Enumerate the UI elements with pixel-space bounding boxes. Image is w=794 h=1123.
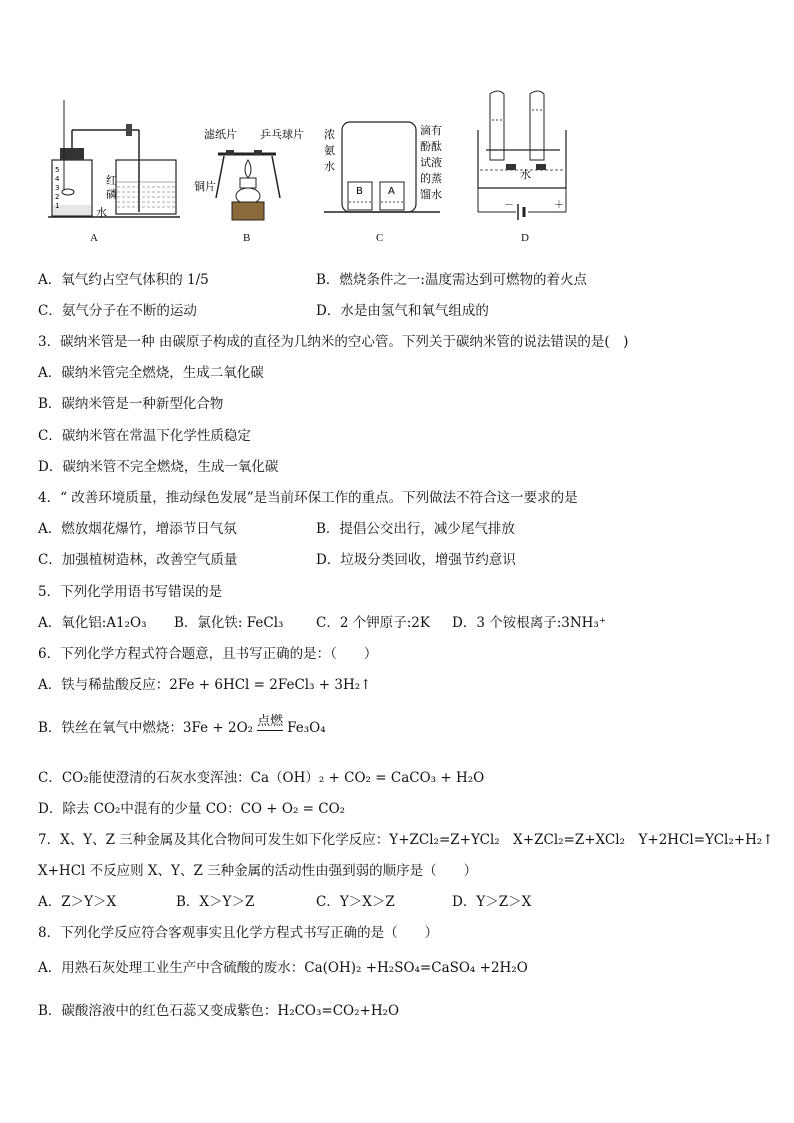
q6-option-d: D．除去 CO₂中混有的少量 CO：CO + O₂ = CO₂ (38, 801, 346, 817)
scale-1: 1 (55, 202, 60, 210)
figure-b-drawing (190, 90, 320, 230)
q5-option-b: B．氯化铁: FeCl₃ (174, 615, 284, 631)
q7-option-b: B．X＞Y＞Z (176, 894, 255, 910)
label-right-5: 馏水 (420, 188, 442, 201)
scale-3: 3 (55, 184, 60, 192)
battery-plus-label: ＋ (554, 200, 564, 211)
q4-option-d: D．垃圾分类回收，增强节约意识 (316, 552, 516, 568)
q8-option-b: B．碳酸溶液中的红色石蕊又变成紫色：H₂CO₃=CO₂+H₂O (38, 1003, 400, 1019)
q4-option-b: B．提倡公交出行，减少尾气排放 (316, 521, 515, 537)
q7-option-a: A．Z＞Y＞X (38, 894, 117, 910)
figure-d (470, 90, 580, 230)
q4-stem: 4．“ 改善环境质量，推动绿色发展”是当前环保工作的重点。下列做法不符合这一要求的是 (38, 490, 578, 506)
battery-minus-label: － (504, 200, 514, 211)
q6-b-right: Fe₃O₄ (287, 720, 326, 736)
label-copper: 铜片 (194, 180, 216, 193)
q6-option-c: C．CO₂能使澄清的石灰水变浑浊：Ca（OH）₂ + CO₂ = CaCO₃ + H₂O (38, 770, 485, 786)
label-pingpong: 乒乓球片 (260, 128, 304, 141)
figure-a (44, 90, 184, 230)
scale-5: 5 (55, 166, 60, 174)
figure-c (320, 90, 460, 230)
label-filter-paper: 滤纸片 (204, 128, 237, 141)
q6-option-a: A．铁与稀盐酸反应：2Fe + 6HCl = 2FeCl₃ + 3H₂↑ (38, 677, 372, 693)
q7-option-c: C．Y＞X＞Z (316, 894, 395, 910)
q3-option-d: D．碳纳米管不完全燃烧，生成一氧化碳 (38, 459, 279, 475)
label-right-3: 试液 (420, 156, 442, 169)
q5-option-c: C．2 个钾原子:2K (316, 615, 430, 631)
figure-d-caption: D (521, 232, 529, 244)
q5-option-d: D．3 个铵根离子:3NH₃⁺ (452, 615, 606, 631)
q8-option-a: A．用熟石灰处理工业生产中含硫酸的废水：Ca(OH)₂ +H₂SO₄=CaSO₄ +2H₂O (38, 960, 528, 976)
q7-stem-line1: 7．X、Y、Z 三种金属及其化合物间可发生如下化学反应：Y+ZCl₂=Z+YCl₂ X+ZCl₂=Z+XCl₂ Y+2HCl=YCl₂+H₂↑ (38, 832, 774, 848)
q5-stem: 5．下列化学用语书写错误的是 (38, 584, 223, 600)
figure-b (190, 90, 320, 230)
figure-b-caption: B (243, 232, 251, 244)
label-water-d: 水 (520, 168, 531, 181)
q6-b-left: B．铁丝在氧气中燃烧：3Fe + 2O₂ (38, 720, 254, 736)
scale-4: 4 (55, 175, 60, 183)
label-red: 红 (106, 174, 117, 187)
q8-stem: 8．下列化学反应符合客观事实且化学方程式书写正确的是（ ） (38, 925, 439, 941)
figure-a-caption: A (90, 232, 98, 244)
q5-option-a: A．氧化铝:A1₂O₃ (38, 615, 147, 631)
reaction-condition-label: 点燃 (257, 714, 284, 729)
figure-c-drawing (320, 90, 460, 230)
q3-option-b: B．碳纳米管是一种新型化合物 (38, 396, 224, 412)
q7-option-d: D．Y＞Z＞X (452, 894, 532, 910)
scale-2: 2 (55, 193, 60, 201)
q2-option-d: D．水是由氢气和氧气组成的 (316, 303, 489, 319)
q7-stem-line2: X+HCl 不反应则 X、Y、Z 三种金属的活动性由强到弱的顺序是（ ） (38, 863, 478, 879)
q3-option-c: C．碳纳米管在常温下化学性质稳定 (38, 428, 251, 444)
q3-stem: 3．碳纳米管是一种 由碳原子构成的直径为几纳米的空心管。下列关于碳纳米管的说法错误的是( ) (38, 334, 629, 350)
q3-option-a: A．碳纳米管完全燃烧，生成二氧化碳 (38, 365, 264, 381)
beaker-a-label: A (388, 186, 395, 197)
label-right-1: 滴有 (420, 124, 442, 137)
q6-stem: 6．下列化学方程式符合题意，且书写正确的是：（ ） (38, 646, 378, 662)
label-phos: 磷 (106, 188, 117, 201)
q6-option-b (38, 708, 326, 748)
q4-option-a: A．燃放烟花爆竹，增添节日气氛 (38, 521, 237, 537)
figure-a-drawing (44, 90, 184, 230)
beaker-b-label: B (356, 186, 363, 197)
label-right-4: 的蒸 (420, 172, 442, 185)
label-ammonia-3: 水 (324, 160, 335, 173)
q2-option-b: B．燃烧条件之一:温度需达到可燃物的着火点 (316, 272, 587, 288)
label-ammonia-2: 氨 (324, 144, 335, 157)
q2-option-a: A．氧气约占空气体积的 1/5 (38, 272, 209, 288)
figure-c-caption: C (376, 232, 384, 244)
label-water: 水 (96, 206, 107, 219)
figure-d-drawing (470, 90, 580, 230)
label-ammonia-1: 浓 (324, 128, 335, 141)
q2-option-c: C．氨气分子在不断的运动 (38, 303, 197, 319)
reaction-condition (257, 714, 283, 743)
label-right-2: 酚酞 (420, 140, 442, 153)
q4-option-c: C．加强植树造林，改善空气质量 (38, 552, 238, 568)
